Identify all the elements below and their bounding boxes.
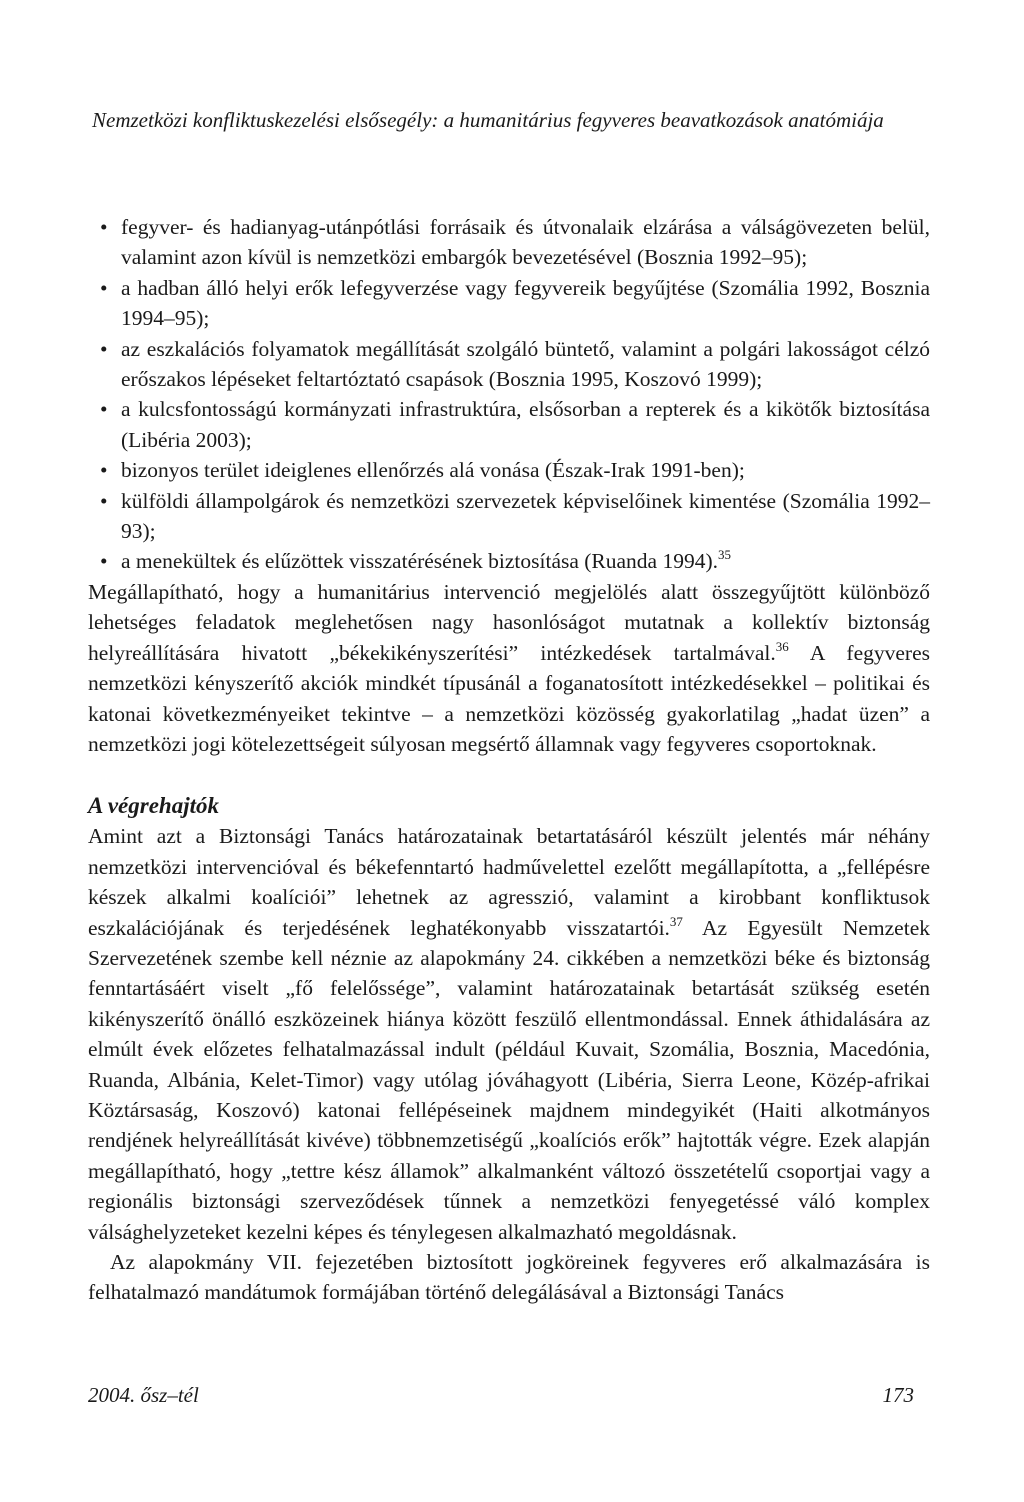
footnote-ref[interactable]: 36 — [775, 638, 789, 654]
bullet-item — [88, 212, 930, 273]
footnote-ref[interactable]: 37 — [669, 913, 683, 929]
bullet-text: a hadban álló helyi erők lefegyverzése vagy fegyvereik begyűjtése (Szomália 1992, Bosznia 1994–95); — [121, 275, 930, 331]
bullet-text: a menekültek és elűzöttek visszatérésének biztosítása (Ruanda 1994). — [121, 549, 719, 574]
bullet-item — [88, 273, 930, 334]
bullet-text: fegyver- és hadianyag-utánpótlási forrásaik és útvonalaik elzárása a válságövezeten belül, valamint azon kívül is nemzetközi embargók bevezetésével (Bosznia 1992–95); — [121, 215, 930, 270]
bullet-item — [88, 394, 930, 455]
bullet-item — [88, 546, 930, 576]
bullet-item — [88, 334, 930, 395]
bullet-item — [88, 455, 930, 485]
bullet-text: a kulcsfontosságú kormányzati infrastruktúra, elsősorban a repterek és a kikötők biztosítása (Libéria 2003); — [121, 397, 930, 452]
page-body — [88, 212, 930, 1308]
section-heading: A végrehajtók — [88, 793, 219, 819]
footer-issue: 2004. ősz–tél — [88, 1383, 199, 1407]
page-number: 173 — [882, 1383, 914, 1407]
paragraph-text: Amint azt a Biztonsági Tanács határozatainak betartatásáról készült jelentés már néhány nemzetközi intervencióval és békefenntartó hadművelettel ezelőtt megállapította, a „fellépésre készek alkalmi koalíciói” lehetnek az agresszió, valamint a kirobbant konfliktusok eszkalációjának és terjedésének leghatékonyabb visszatartói. — [88, 824, 930, 940]
paragraph-text: A fegyveres nemzetközi kényszerítő akciók mindkét típusánál a foganatosított intézkedésekkel – politikai és katonai következményeiket tekintve – a nemzetközi közösség gyakorlatilag „hadat üzen” a nemzetközi jogi kötelezettségeit súlyosan megsértő államnak vagy fegyveres csoportoknak. — [88, 640, 930, 756]
body-paragraph: Az alapokmány VII. fejezetében biztosított jogköreinek fegyveres erő alkalmazására is felhatalmazó mandátumok formájában történő delegálásával a Biztonsági Tanács — [88, 1250, 930, 1305]
running-header: Nemzetközi konfliktuskezelési elsősegély: a humanitárius fegyveres beavatkozások anatómiája — [92, 108, 884, 132]
footnote-ref[interactable]: 35 — [718, 547, 732, 563]
bullet-text: bizonyos terület ideiglenes ellenőrzés alá vonása (Észak-Irak 1991-ben); — [121, 458, 745, 483]
body-paragraph — [88, 821, 930, 1247]
bullet-list — [88, 212, 930, 577]
bullet-text: külföldi állampolgárok és nemzetközi szervezetek képviselőinek kimentése (Szomália 1992–93); — [121, 488, 930, 544]
bullet-item — [88, 486, 930, 547]
paragraph-text: Megállapítható, hogy a humanitárius intervenció megjelölés alatt összegyűjtött különböző lehetséges feladatok meglehetősen nagy hasonlóságot mutatnak a kollektív biztonság helyreállítására hivatott „békekikényszerítési” intézkedések tartalmával. — [88, 579, 930, 665]
paragraph-text: Az Egyesült Nemzetek Szervezetének szembe kell néznie az alapokmány 24. cikkében a nemzetközi béke és biztonság fenntartásáért viselt „fő felelőssége”, valamint határozatainak betartását szükség esetén kikényszerítő önálló eszközeinek hiánya között feszülő ellentmondással. Ennek áthidalására az elmúlt évek előzetes felhatalmazással indult (például Kuvait, Szomália, Bosznia, Macedónia, Ruanda, Albánia, Kelet-Timor) vagy utólag jóváhagyott (Libéria, Sierra Leone, Közép-afrikai Köztársaság, Koszovó) katonai fellépéseinek majdnem mindegyikét (Haiti alkotmányos rendjének helyreállítását kivéve) többnemzetiségű „koalíciós erők” hajtották végre. Ezek alapján megállapítható, hogy „tettre kész államok” alkalmanként változó összetételű csoportjai vagy a regionális biztonsági szerveződések tűnnek a nemzetközi fenyegetéssé váló komplex válsághelyzeteket kezelni képes és ténylegesen alkalmazható megoldásnak. — [88, 915, 930, 1244]
bullet-text: az eszkalációs folyamatok megállítását szolgáló büntető, valamint a polgári lakosságot célzó erőszakos lépéseket feltartóztató csapások (Bosznia 1995, Koszovó 1999); — [121, 336, 930, 392]
body-paragraph — [88, 577, 930, 759]
